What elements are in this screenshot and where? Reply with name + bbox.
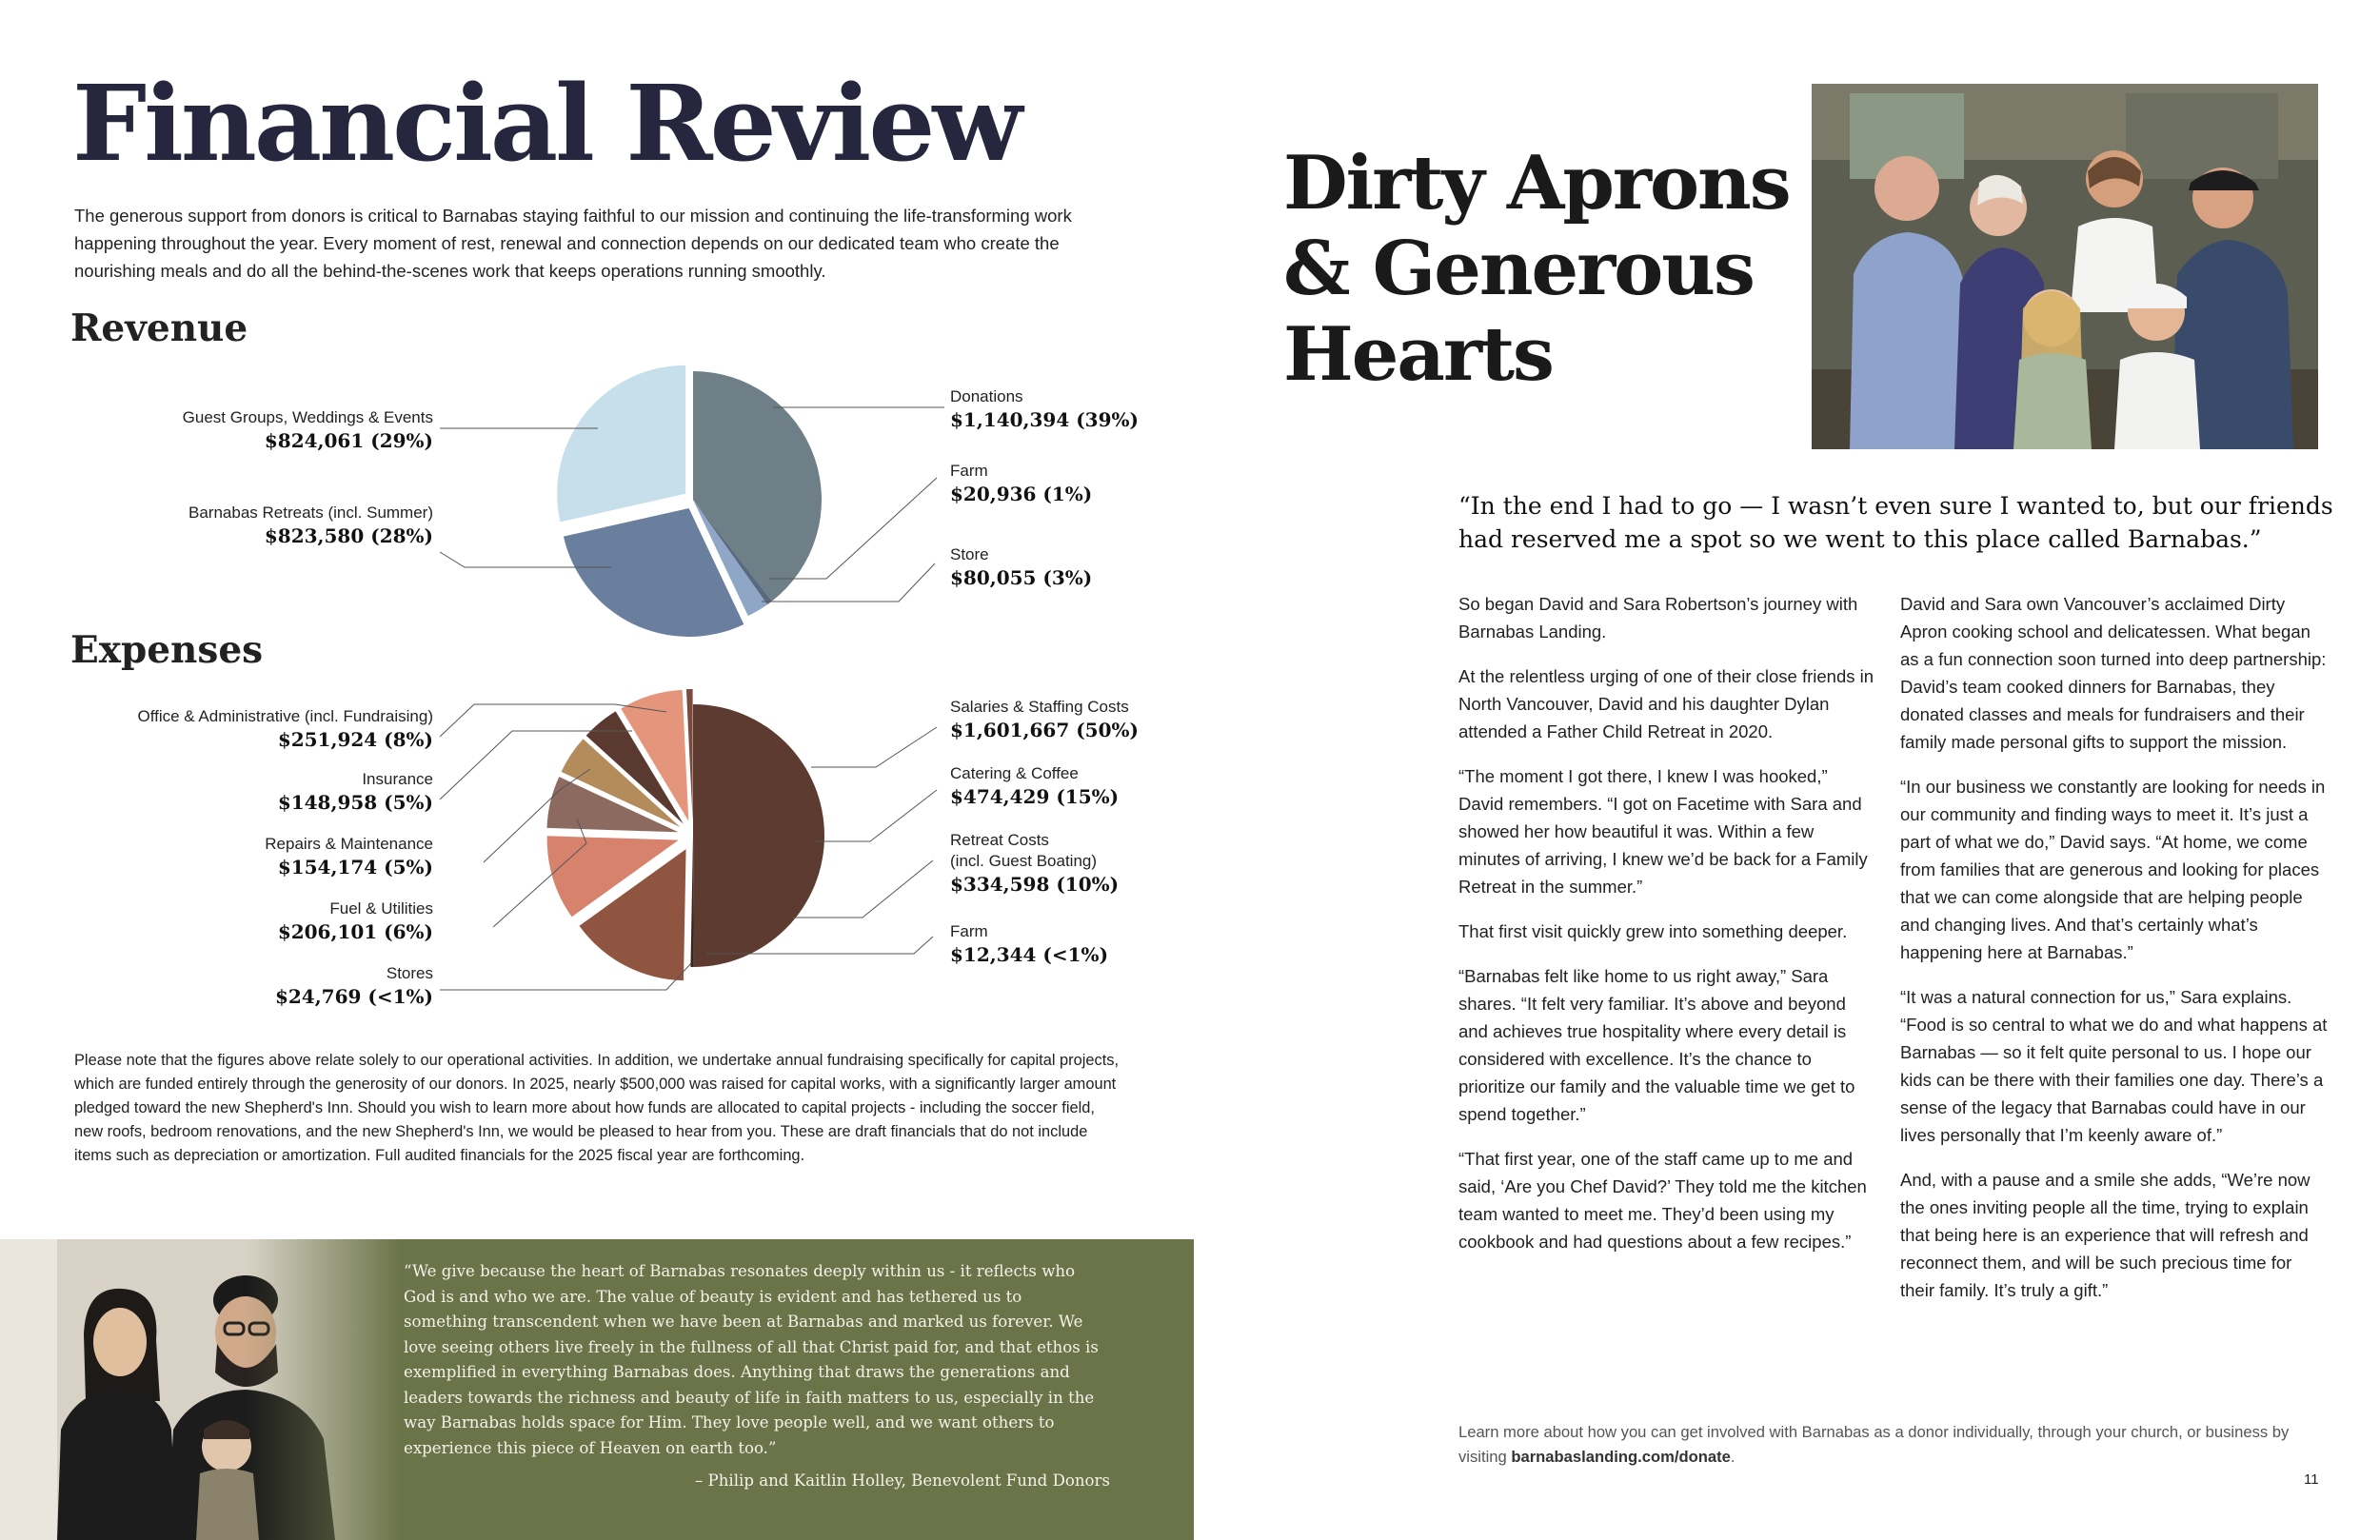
amount-text: $148,958 (5%) <box>277 791 433 814</box>
learn-more-text <box>1458 1420 2315 1470</box>
expense-label-insurance <box>0 769 433 816</box>
label-text: Insurance <box>362 770 433 788</box>
expenses-heading: Expenses <box>70 628 264 672</box>
expense-label-fuel <box>0 898 433 945</box>
amount-text: $206,101 (6%) <box>277 920 433 943</box>
intro-paragraph: The generous support from donors is critical to Barnabas staying faithful to our mission and continuing the life-transforming work happening throughout the year. Every moment of rest, renewal and connection depends on our dedicated team who create the nourishing meals and do all the behind-the-scenes work that keeps operations running smoothly. <box>74 206 1072 281</box>
revenue-pie-chart <box>557 365 822 637</box>
amount-text: $334,598 (10%) <box>950 873 1120 896</box>
expense-label-farm <box>950 921 1108 968</box>
story-column-2 <box>1900 590 2329 1321</box>
financial-note: Please note that the figures above relate solely to our operational activities. In addition, we undertake annual fundraising specifically for capital projects, which are funded entirely through the generosity of our donors. In 2025, nearly $500,000 was raised for capital works, with a significantly larger amount pledged toward the new Shepherd's Inn. Should you wish to learn more about how funds are allocated to capital projects - including the soccer field, new roofs, bedroom renovations, and the new Shepherd's Inn, we would be pleased to hear from you. These are draft financials that do not include items such as depreciation or amortization. Full audited financials for the 2025 fiscal year are forthcoming. <box>74 1052 1119 1164</box>
story-paragraph: So began David and Sara Robertson’s journey with Barnabas Landing. <box>1458 594 1858 642</box>
story-paragraph: That first visit quickly grew into something deeper. <box>1458 921 1848 941</box>
amount-text: $154,174 (5%) <box>277 856 433 879</box>
story-paragraph: David and Sara own Vancouver’s acclaimed Dirty Apron cooking school and delicatessen. What began as a fun connection soon turned into deep partnership: David’s team cooked dinners for Barnabas, they donated classes and meals for fundraisers and their family made personal gifts to support the mission. <box>1900 594 2327 752</box>
amount-text: $12,344 (<1%) <box>950 943 1109 966</box>
donor-quote: “We give because the heart of Barnabas resonates deeply within us - it reflects who God is and who we are. The value of beauty is evident and has tethered us to something transcendent when we have been at Barnabas and marked us forever. We love seeing others live freely in the fullness of all that Christ paid for, and that ethos is exemplified in everything Barnabas does. Anything that draws the generations and leaders towards the richness and beauty of life in faith matters to us, especially in the way Barnabas holds space for Him. They love people well, and we want others to experience this piece of Heaven on earth too.” <box>404 1262 1099 1457</box>
expense-label-retreat <box>950 830 1119 898</box>
amount-text: $80,055 (3%) <box>950 566 1093 589</box>
learn-more-end: . <box>1730 1448 1735 1466</box>
label-text: Barnabas Retreats (incl. Summer) <box>188 503 433 522</box>
story-paragraph: And, with a pause and a smile she adds, “We’re now the ones inviting people all the time, trying to explain that being here is an experience that will refresh and reconnect them, and will be such precious time for their family. It’s truly a gift.” <box>1900 1170 2311 1300</box>
robertson-family-photo <box>1812 84 2318 449</box>
story-title-line-1: Dirty Aprons <box>1283 140 1790 227</box>
expense-label-office <box>0 706 433 753</box>
expense-label-stores <box>0 963 433 1010</box>
donate-link[interactable]: barnabaslanding.com/donate <box>1511 1448 1731 1466</box>
story-paragraph: “Barnabas felt like home to us right away,” Sara shares. “It felt very familiar. It’s above and beyond and achieves true hospitality where every detail is considered with excellence. It’s the chance to prioritize our family and the valuable time we get to spend together.” <box>1458 966 1855 1124</box>
leader-line-catering <box>815 790 937 841</box>
pie-slice-salaries-staffing-costs <box>693 704 824 967</box>
expenses-pie-chart <box>547 689 824 980</box>
expense-label-salaries <box>950 697 1139 743</box>
amount-text: $474,429 (15%) <box>950 785 1120 808</box>
story-paragraph: “The moment I got there, I knew I was hooked,” David remembers. “I got on Facetime with Sara and showed her how beautiful it was. Within a few minutes of arriving, I knew we’d be back for a Family Retreat in the summer.” <box>1458 766 1868 897</box>
expense-label-catering <box>950 763 1119 810</box>
story-paragraph: “It was a natural connection for us,” Sara explains. “Food is so central to what we do and what happens at Barnabas — so it felt quite personal to us. I hope our kids can be there with their families one day. There’s a sense of the legacy that Barnabas could have in our lives personally that I’m keenly aware of.” <box>1900 987 2328 1145</box>
revenue-label-guest <box>0 407 433 454</box>
amount-text: $20,936 (1%) <box>950 483 1093 505</box>
revenue-label-store <box>950 544 1092 591</box>
label-text: Office & Administrative (incl. Fundraising) <box>137 707 433 725</box>
label-text: Guest Groups, Weddings & Events <box>182 408 433 426</box>
page-number: 11 <box>2304 1471 2319 1488</box>
revenue-heading: Revenue <box>70 306 248 350</box>
story-paragraph: “That first year, one of the staff came up to me and said, ‘Are you Chef David?’ They told me the kitchen team wanted to meet me. They’d been using my cookbook and had questions about a few recipes.” <box>1458 1149 1867 1252</box>
donor-family-photo <box>0 1239 400 1540</box>
label-text: Catering & Coffee <box>950 764 1079 782</box>
amount-text: $824,061 (29%) <box>264 429 433 452</box>
story-title-line-2: & Generous <box>1283 226 1754 312</box>
expense-label-repairs <box>0 834 433 880</box>
story-title <box>1283 141 1790 398</box>
label-text: Retreat Costs <box>950 831 1049 849</box>
pull-quote: “In the end I had to go — I wasn’t even sure I wanted to, but our friends had reserved me a spot so we went to this place called Barnabas.” <box>1458 492 2333 553</box>
pie-slice-guest-groups-weddings-events <box>557 365 685 523</box>
amount-text: $1,601,667 (50%) <box>950 719 1139 741</box>
label-subtext: (incl. Guest Boating) <box>950 852 1098 870</box>
label-text: Salaries & Staffing Costs <box>950 698 1129 716</box>
donor-quote-attribution: – Philip and Kaitlin Holley, Benevolent Fund Donors <box>694 1471 1110 1490</box>
revenue-label-donations <box>950 386 1139 433</box>
page-title: Financial Review <box>72 62 1021 185</box>
label-text: Farm <box>950 922 988 940</box>
label-text: Donations <box>950 387 1023 405</box>
label-text: Store <box>950 545 989 563</box>
story-paragraph: “In our business we constantly are looking for needs in our community and finding ways to meet it. It’s just a part of what we do,” David says. “At home, we come from families that are generous and looking for places that we can come alongside that are helping people and changing lives. And that’s certainly what’s happening here at Barnabas.” <box>1900 777 2326 962</box>
label-text: Fuel & Utilities <box>329 899 433 918</box>
amount-text: $251,924 (8%) <box>277 728 433 751</box>
revenue-label-farm <box>950 461 1092 507</box>
label-text: Stores <box>386 964 433 982</box>
leader-line-salaries <box>811 727 937 767</box>
amount-text: $823,580 (28%) <box>264 524 433 547</box>
learn-more-body: Learn more about how you can get involved with Barnabas as a donor individually, through your church, or business by visiting <box>1458 1423 2290 1466</box>
amount-text: $24,769 (<1%) <box>274 985 433 1008</box>
label-text: Farm <box>950 462 988 480</box>
label-text: Repairs & Maintenance <box>265 835 433 853</box>
revenue-label-retreats <box>0 503 433 549</box>
amount-text: $1,140,394 (39%) <box>950 408 1139 431</box>
story-title-line-3: Hearts <box>1283 311 1553 398</box>
story-paragraph: At the relentless urging of one of their close friends in North Vancouver, David and his daughter Dylan attended a Father Child Retreat in 2020. <box>1458 666 1874 741</box>
story-column-1 <box>1458 590 1877 1273</box>
